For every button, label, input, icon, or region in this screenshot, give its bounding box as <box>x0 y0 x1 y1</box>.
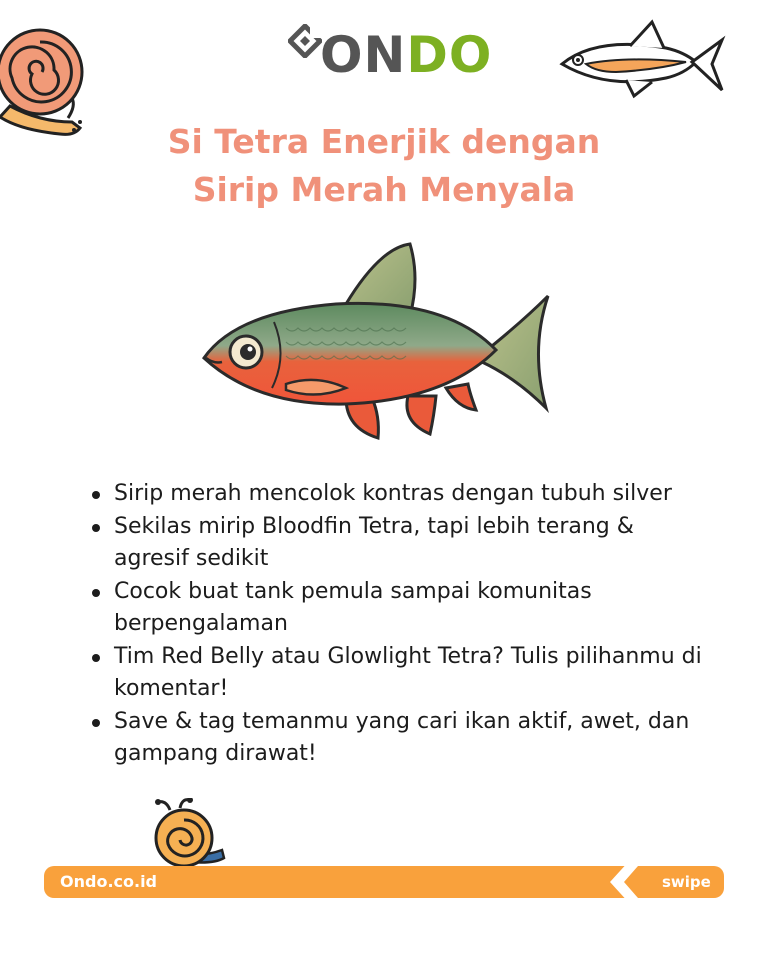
footer-site-link[interactable]: Ondo.co.id <box>60 872 158 891</box>
logo-diamond-icon <box>288 24 322 58</box>
page-title <box>0 118 768 214</box>
title-line-1: Si Tetra Enerjik dengan <box>167 122 601 161</box>
logo-wordmark <box>320 26 493 84</box>
list-item: Sekilas mirip Bloodfin Tetra, tapi lebih terang & agresif sedikit <box>90 511 710 576</box>
title-line-2: Sirip Merah Menyala <box>192 170 576 209</box>
swipe-arrow-icon[interactable] <box>610 860 652 904</box>
ondo-logo <box>288 22 493 102</box>
small-snail-icon <box>140 798 240 870</box>
feature-list <box>90 478 710 771</box>
logo-part-on: ON <box>320 26 407 84</box>
swipe-label[interactable]: swipe <box>662 873 711 891</box>
tetra-fish-icon <box>556 18 726 108</box>
logo-part-do: DO <box>406 26 493 84</box>
list-item: Cocok buat tank pemula sampai komunitas berpengalaman <box>90 576 710 641</box>
list-item: Tim Red Belly atau Glowlight Tetra? Tulis pilihanmu di komentar! <box>90 641 710 706</box>
list-item: Save & tag temanmu yang cari ikan aktif, awet, dan gampang dirawat! <box>90 706 710 771</box>
list-item: Sirip merah mencolok kontras dengan tubuh silver <box>90 478 710 511</box>
red-fin-tetra-fish-illustration <box>196 238 576 448</box>
